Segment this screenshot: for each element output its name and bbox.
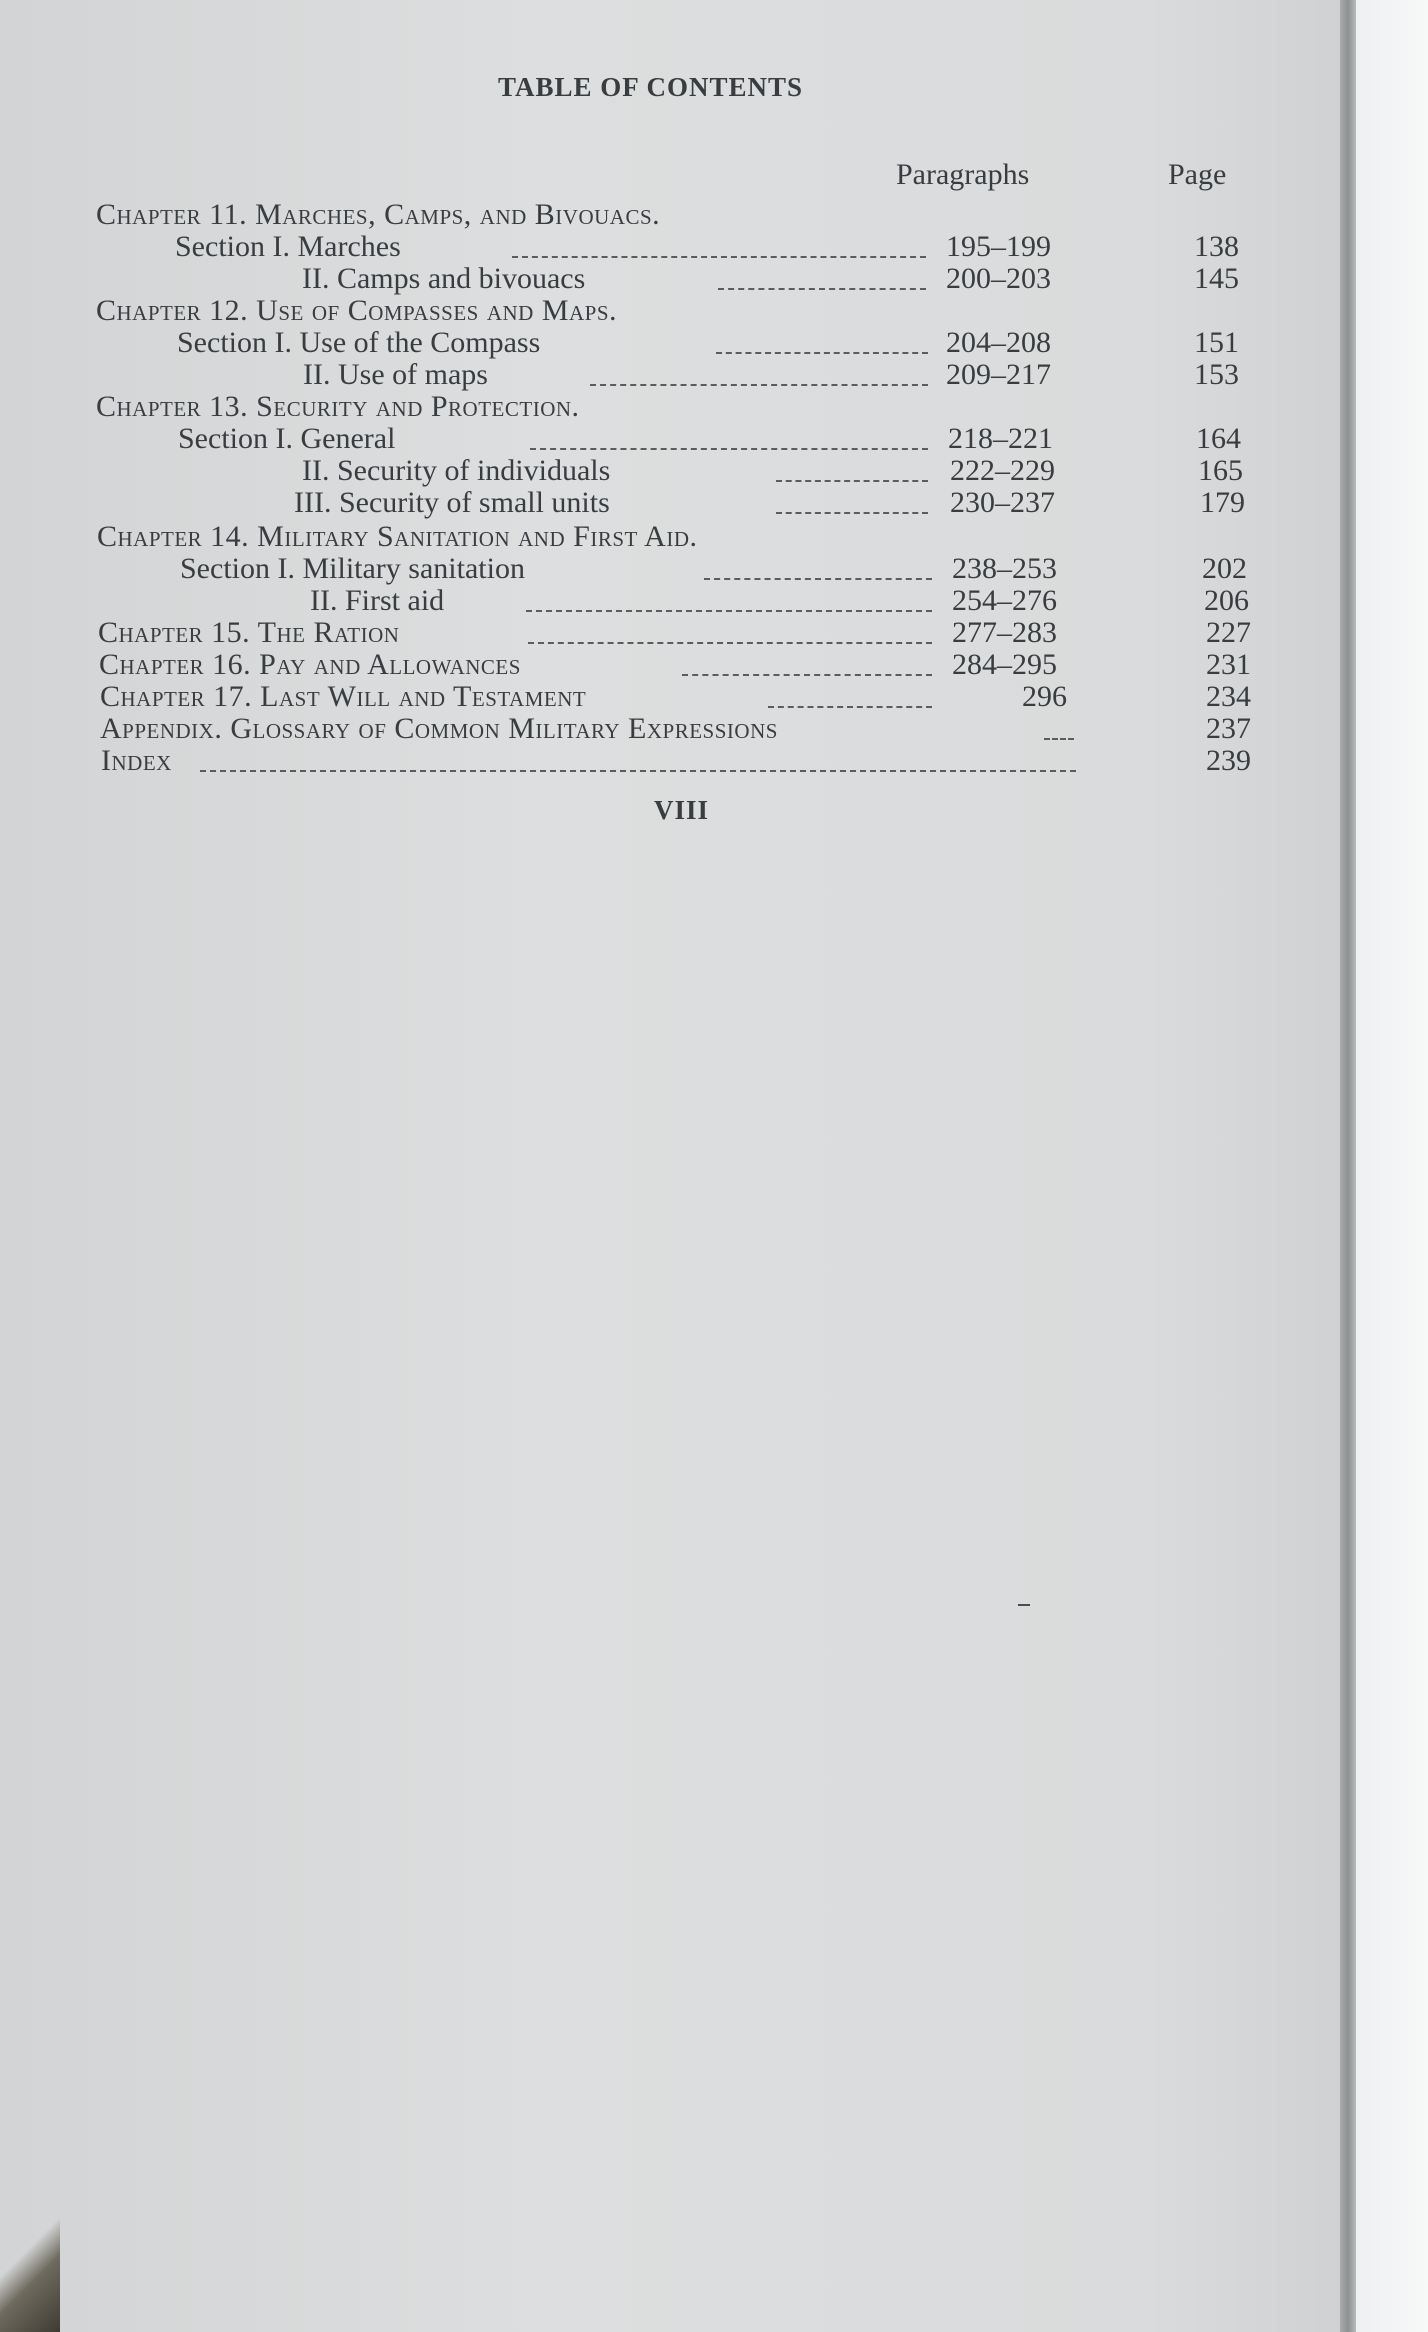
toc-section-small-units: III. Security of small units — [294, 486, 610, 519]
toc-page: 179 — [1200, 486, 1245, 519]
toc-page: 145 — [1194, 262, 1239, 295]
leader-dots — [768, 706, 932, 708]
page-folio-number: VIII — [654, 795, 710, 825]
toc-page: 231 — [1206, 648, 1251, 681]
leader-dots — [528, 642, 932, 644]
toc-paragraphs: 277–283 — [952, 616, 1057, 649]
leader-dots — [200, 770, 1076, 772]
toc-page: 138 — [1194, 230, 1239, 263]
toc-section-individuals: II. Security of individuals — [302, 454, 611, 487]
adjacent-page-edge — [1356, 0, 1428, 2332]
leader-dots — [718, 288, 926, 290]
toc-chapter-16: Chapter 16. Pay and Allowances — [99, 648, 521, 681]
leader-dots — [776, 512, 928, 514]
toc-section-marches: Section I. Marches — [175, 230, 401, 263]
page-corner-shadow — [0, 2200, 60, 2332]
toc-page: 206 — [1204, 584, 1249, 617]
toc-paragraphs: 204–208 — [946, 326, 1051, 359]
paragraphs-column-header: Paragraphs — [896, 158, 1030, 191]
toc-section-maps: II. Use of maps — [303, 358, 488, 391]
toc-paragraphs: 195–199 — [946, 230, 1051, 263]
page-gutter-shadow — [1340, 0, 1356, 2332]
toc-paragraphs: 296 — [1022, 680, 1067, 713]
toc-section-first-aid: II. First aid — [310, 584, 445, 617]
toc-chapter-13: Chapter 13. Security and Protection. — [96, 390, 580, 423]
toc-section-compass: Section I. Use of the Compass — [177, 326, 541, 359]
leader-dots — [776, 480, 928, 482]
leader-dots — [704, 578, 932, 580]
leader-dots — [526, 610, 932, 612]
toc-page: 234 — [1206, 680, 1251, 713]
toc-paragraphs: 218–221 — [948, 422, 1053, 455]
toc-paragraphs: 222–229 — [950, 454, 1055, 487]
leader-dots — [590, 384, 928, 386]
leader-dots — [1044, 738, 1074, 740]
leader-dots — [716, 352, 928, 354]
toc-page: 164 — [1196, 422, 1241, 455]
toc-section-camps: II. Camps and bivouacs — [302, 262, 586, 295]
toc-paragraphs: 209–217 — [946, 358, 1051, 391]
toc-chapter-14: Chapter 14. Military Sanitation and First Aid. — [97, 520, 698, 553]
toc-section-general: Section I. General — [178, 422, 396, 455]
toc-page: 165 — [1198, 454, 1243, 487]
toc-chapter-17: Chapter 17. Last Will and Testament — [100, 680, 587, 713]
page-column-header: Page — [1168, 158, 1227, 191]
toc-paragraphs: 254–276 — [952, 584, 1057, 617]
print-speck — [1018, 1604, 1030, 1606]
toc-paragraphs: 284–295 — [952, 648, 1057, 681]
toc-paragraphs: 230–237 — [950, 486, 1055, 519]
leader-dots — [530, 448, 928, 450]
toc-page: 202 — [1202, 552, 1247, 585]
toc-page: 151 — [1194, 326, 1239, 359]
toc-appendix: Appendix. Glossary of Common Military Expressions — [100, 712, 778, 745]
toc-page: 153 — [1194, 358, 1239, 391]
toc-paragraphs: 238–253 — [952, 552, 1057, 585]
toc-page: 237 — [1206, 712, 1251, 745]
leader-dots — [682, 674, 932, 676]
toc-index: Index — [101, 744, 172, 777]
toc-chapter-11: Chapter 11. Marches, Camps, and Bivouacs. — [96, 198, 661, 231]
page-title: TABLE OF CONTENTS — [498, 72, 804, 102]
leader-dots — [512, 256, 926, 258]
toc-section-sanitation: Section I. Military sanitation — [180, 552, 525, 585]
toc-page: 239 — [1206, 744, 1251, 777]
toc-chapter-12: Chapter 12. Use of Compasses and Maps. — [96, 294, 618, 327]
toc-page: 227 — [1206, 616, 1251, 649]
toc-chapter-15: Chapter 15. The Ration — [98, 616, 400, 649]
toc-paragraphs: 200–203 — [946, 262, 1051, 295]
